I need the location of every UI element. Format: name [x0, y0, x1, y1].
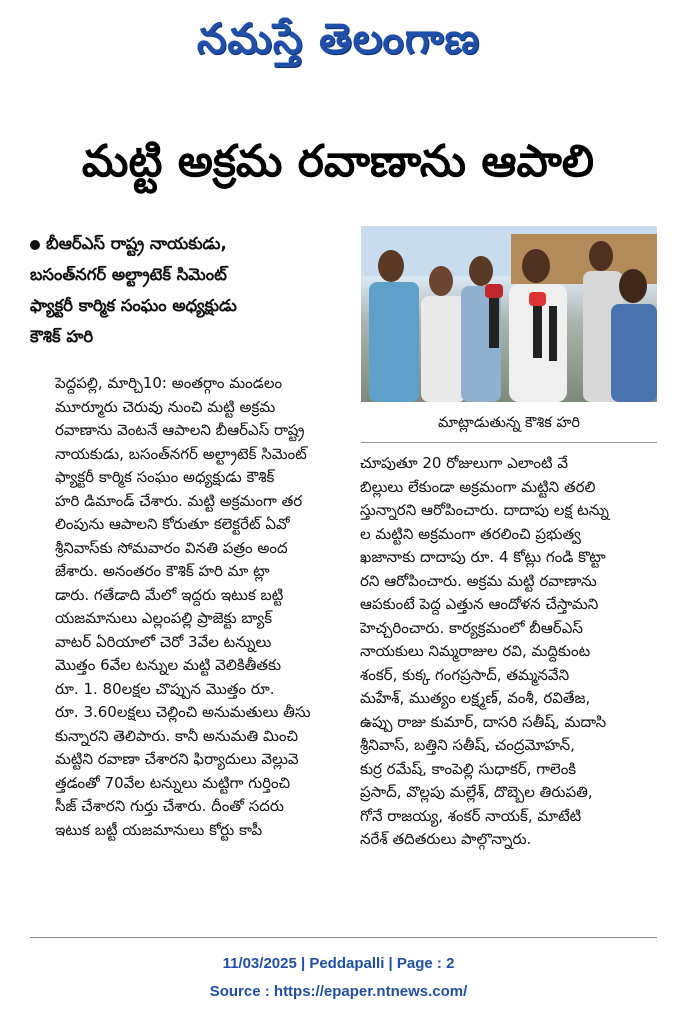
- text-line: చూపుతూ 20 రోజులుగా ఎలాంటి వే: [360, 454, 569, 472]
- text-line: శంకర్, కుక్క గంగప్రసాద్, తమ్మనవేని: [360, 665, 570, 684]
- text-line: కున్నారని తెలిపారు. కానీ అనుమతి మించి: [55, 726, 298, 745]
- text-line: మొత్తం 6వేల టన్నుల మట్టి వెలికితీతకు: [55, 656, 282, 674]
- text-line: హెచ్చరించారు. కార్యక్రమంలో బీఆర్ఎస్: [360, 618, 583, 637]
- text-line: వాటర్ ఏరియాలో చెరో 3వేల టన్నులు: [55, 632, 272, 651]
- photo-caption: మాట్లాడుతున్న కౌశిక హరి: [361, 404, 657, 443]
- text-line: కుర్ర రమేష్, కాంపెల్లి సుధాకర్, గాలెంకి: [360, 759, 577, 778]
- text-line: నరేశ్ తదితరులు పాల్గొన్నారు.: [360, 830, 532, 848]
- footer-date-line: 11/03/2025 | Peddapalli | Page : 2: [222, 955, 455, 972]
- text-line: మట్టిని రవాణా చేశారని ఫిర్యాదులు వెల్లువె: [55, 750, 299, 768]
- text-line: యజమానులు ఎల్లంపల్లి ప్రాజెక్టు బ్యాక్: [55, 609, 273, 627]
- subheadline-line: ఫ్యాక్టరీ కార్మిక సంఘం అధ్యక్షుడు: [30, 296, 237, 315]
- text-line: జేశారు. అనంతరం కౌశిక్ హరి మా ట్లా: [55, 562, 270, 580]
- text-line: హరి డిమాండ్ చేశారు. మట్టి అక్రమంగా తర: [55, 491, 303, 510]
- article-column-2: [360, 452, 660, 852]
- subheadline-line: బీఆర్ఎస్ రాష్ట్ర నాయకుడు,: [30, 228, 355, 259]
- text-line: రని ఆరోపించారు. అక్రమ మట్టి రవాణాను: [360, 571, 597, 590]
- text-line: డారు. గతేడాది మేలో ఇద్దరు ఇటుక బట్టి: [55, 585, 284, 604]
- text-line: బిల్లులు లేకుండా అక్రమంగా మట్టిని తరలి: [360, 477, 596, 496]
- press-interaction-photo: [361, 226, 657, 402]
- text-line: ఖజానాకు దాదాపు రూ. 4 కోట్లు గండి కొట్టా: [360, 548, 606, 566]
- text-line: ఉప్పు రాజు కుమార్, దాసరి సతీష్, మదాసి: [360, 712, 607, 731]
- text-line: ఫ్యాక్టరీ కార్మిక సంఘం అధ్యక్షుడు కౌశిక్: [55, 468, 275, 486]
- text-line: ఆపకుంటే పెద్ద ఎత్తున ఆందోళన చేస్తామని: [360, 595, 599, 613]
- text-line: ఇటుక బట్టీ యజమానులు కోర్టు కాపీ: [55, 820, 263, 839]
- text-line: ప్రసాద్, వొల్లపు మల్లేశ్, దొబ్బెల తిరుపతి,: [360, 783, 593, 801]
- text-line: మూర్మూరు చెరువు నుంచి మట్టి అక్రమ: [55, 397, 276, 416]
- text-line: లింపును ఆపాలని కోరుతూ కలెక్టరేట్ ఏవో: [55, 515, 290, 533]
- text-line: త్తడంతో 70వేల టన్నులు మట్టిగా గుర్తించి: [55, 773, 291, 792]
- text-line: నాయకుడు, బసంత్‌నగర్ అల్ట్రాటెక్ సిమెంట్: [55, 444, 307, 463]
- text-line: రూ. 1. 80లక్షల చొప్పున మొత్తం రూ.: [55, 679, 275, 698]
- article-photo: [361, 226, 657, 402]
- text-line: నాయకులు నిమ్మరాజుల రవి, మద్దికుంట: [360, 642, 591, 660]
- text-line: మహేశ్, ముత్యం లక్ష్మణ్, వంశీ, రవితేజ,: [360, 689, 591, 707]
- article-column-1: [55, 372, 355, 842]
- text-line: రవాణాను వెంటనే ఆపాలని బీఆర్ఎస్ రాష్ట్ర: [55, 421, 305, 439]
- text-line: స్తున్నారని ఆరోపించారు. దాదాపు లక్ష టన్ను: [360, 501, 609, 519]
- text-line: రూ. 3.60లక్షలు చెల్లించి అనుమతులు తీసు: [55, 703, 311, 721]
- subheadline-line: కౌశిక్ హరి: [30, 327, 94, 346]
- article-headline: మట్టి అక్రమ రవాణాను ఆపాలి: [81, 136, 595, 187]
- text-line: శ్రీనివాస్, బత్తిని సతీష్, చంద్రమోహన్,: [360, 736, 575, 754]
- footer-divider: [30, 937, 657, 938]
- text-line: పెద్దపల్లి, మార్చి10: అంతర్గాం మండలం: [55, 374, 283, 392]
- text-line: గోనే రాజయ్య, శంకర్ నాయక్, మాటేటి: [360, 806, 582, 825]
- footer-source-link[interactable]: Source : https://epaper.ntnews.com/: [209, 983, 468, 1000]
- masthead-logo: నమస్తే తెలంగాణ: [196, 14, 481, 63]
- article-subheadline: [30, 228, 355, 358]
- subheadline-line: బసంత్‌నగర్ అల్ట్రాటెక్ సిమెంట్: [30, 265, 227, 284]
- bullet-icon: [30, 240, 40, 250]
- text-line: శ్రీనివాస్‌కు సోమవారం వినతి పత్రం అంద: [55, 538, 288, 557]
- text-line: ల మట్టిని అక్రమంగా తరలించి ప్రభుత్వ: [360, 524, 581, 543]
- text-line: సీజ్ చేశారని గుర్తు చేశారు. దీంతో సదరు: [55, 797, 284, 815]
